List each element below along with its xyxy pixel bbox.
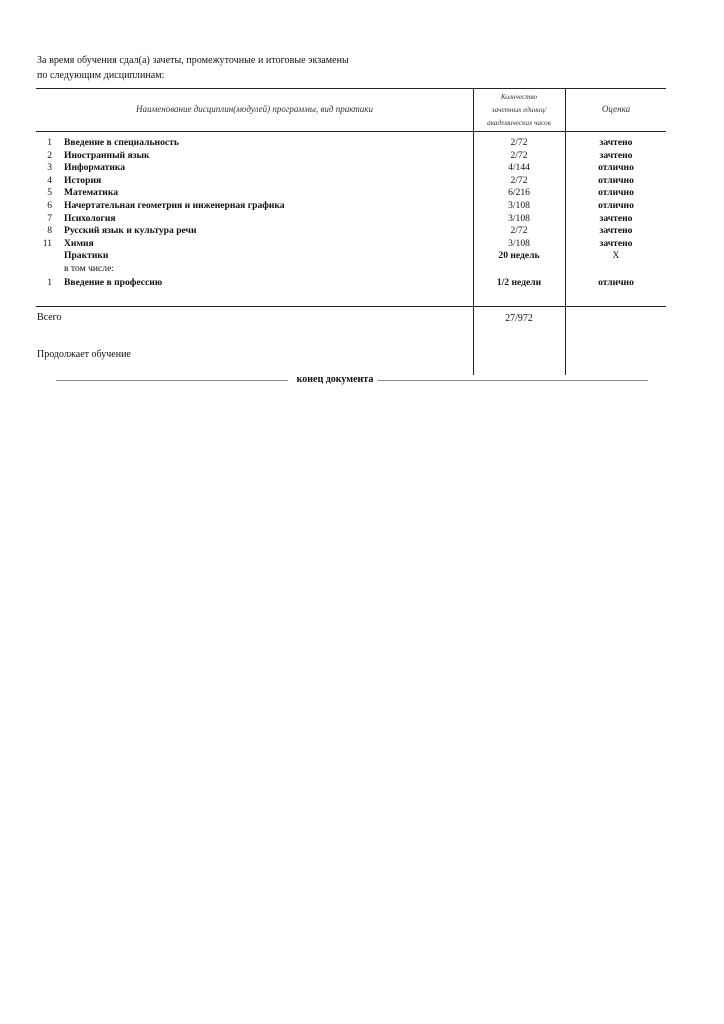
table-row: [0, 225, 724, 238]
row-number: 5: [47, 187, 52, 199]
practice-grade: X: [612, 250, 620, 262]
row-number: 8: [47, 225, 52, 237]
table-row: [0, 162, 724, 175]
row-grade: зачтено: [599, 237, 633, 249]
table-top-rule: [36, 88, 666, 89]
row-grade: зачтено: [599, 149, 633, 161]
row-number: 6: [47, 200, 52, 211]
row-credits: 3/108: [508, 237, 530, 249]
row-discipline: Введение в профессию: [64, 276, 163, 288]
row-discipline: Начертательная геометрия и инженерная графика: [64, 200, 285, 211]
table-row: [0, 187, 724, 200]
row-grade: зачтено: [599, 225, 633, 237]
row-discipline: Введение в специальность: [64, 137, 179, 148]
practice-row: [0, 250, 724, 263]
row-credits: 2/72: [510, 225, 528, 237]
row-grade: отлично: [598, 187, 634, 199]
row-discipline: Русский язык и культура речи: [64, 225, 197, 237]
table-row: [0, 150, 724, 163]
table-row: [0, 277, 724, 290]
table-row: [0, 213, 724, 226]
row-number: 1: [47, 276, 52, 288]
row-credits: 4/144: [508, 162, 530, 174]
row-discipline: Иностранный язык: [64, 149, 150, 161]
row-grade: отлично: [598, 276, 634, 288]
header-qty-line-2: зачетных единиц/: [491, 106, 547, 114]
intro-line-2: по следующим дисциплинам:: [37, 70, 165, 81]
row-number: 3: [47, 162, 52, 174]
intro-line-1: За время обучения сдал(а) зачеты, промежуточные и итоговые экзамены: [37, 55, 349, 66]
row-discipline: Психология: [64, 212, 116, 224]
row-number: 11: [42, 237, 52, 249]
row-credits: 1/2 недели: [496, 276, 542, 288]
table-row: [0, 200, 724, 213]
row-discipline: История: [64, 174, 102, 186]
row-discipline: Математика: [64, 187, 119, 199]
practice-subheader: в том числе:: [64, 263, 115, 274]
practice-label: Практики: [64, 250, 109, 262]
table-row: [0, 137, 724, 150]
row-grade: отлично: [598, 200, 634, 211]
row-number: 2: [47, 149, 52, 161]
header-qty-line-1: Количество: [500, 93, 538, 101]
row-credits: 2/72: [510, 137, 528, 148]
total-value: 27/972: [505, 313, 533, 324]
row-credits: 3/108: [508, 200, 530, 211]
table-row: [0, 238, 724, 251]
row-discipline: Информатика: [64, 162, 126, 174]
end-rule-right: [378, 380, 648, 381]
row-grade: отлично: [598, 174, 634, 186]
total-label: Всего: [37, 312, 62, 323]
row-credits: 6/216: [508, 187, 530, 199]
header-qty-line-3: академических часов: [487, 119, 551, 127]
row-credits: 2/72: [510, 174, 528, 186]
row-number: 7: [47, 212, 52, 224]
row-grade: зачтено: [599, 137, 633, 148]
row-credits: 2/72: [510, 149, 528, 161]
table-header-rule: [36, 131, 666, 132]
row-credits: 3/108: [508, 212, 530, 224]
end-rule-left: [56, 380, 288, 381]
practice-subheader-row: [0, 263, 724, 276]
status-text: Продолжает обучение: [37, 349, 131, 360]
header-name: Наименование дисциплин(модулей) программы, вид практики: [136, 104, 373, 114]
row-grade: отлично: [598, 162, 634, 174]
table-body-rule: [36, 306, 666, 307]
end-of-document-label: конец документа: [296, 374, 374, 385]
practice-weeks: 20 недель: [498, 250, 540, 262]
table-row: [0, 175, 724, 188]
row-discipline: Химия: [64, 237, 94, 249]
row-grade: зачтено: [599, 212, 633, 224]
row-number: 1: [47, 137, 52, 148]
row-number: 4: [47, 174, 52, 186]
header-grade: Оценка: [601, 104, 631, 114]
